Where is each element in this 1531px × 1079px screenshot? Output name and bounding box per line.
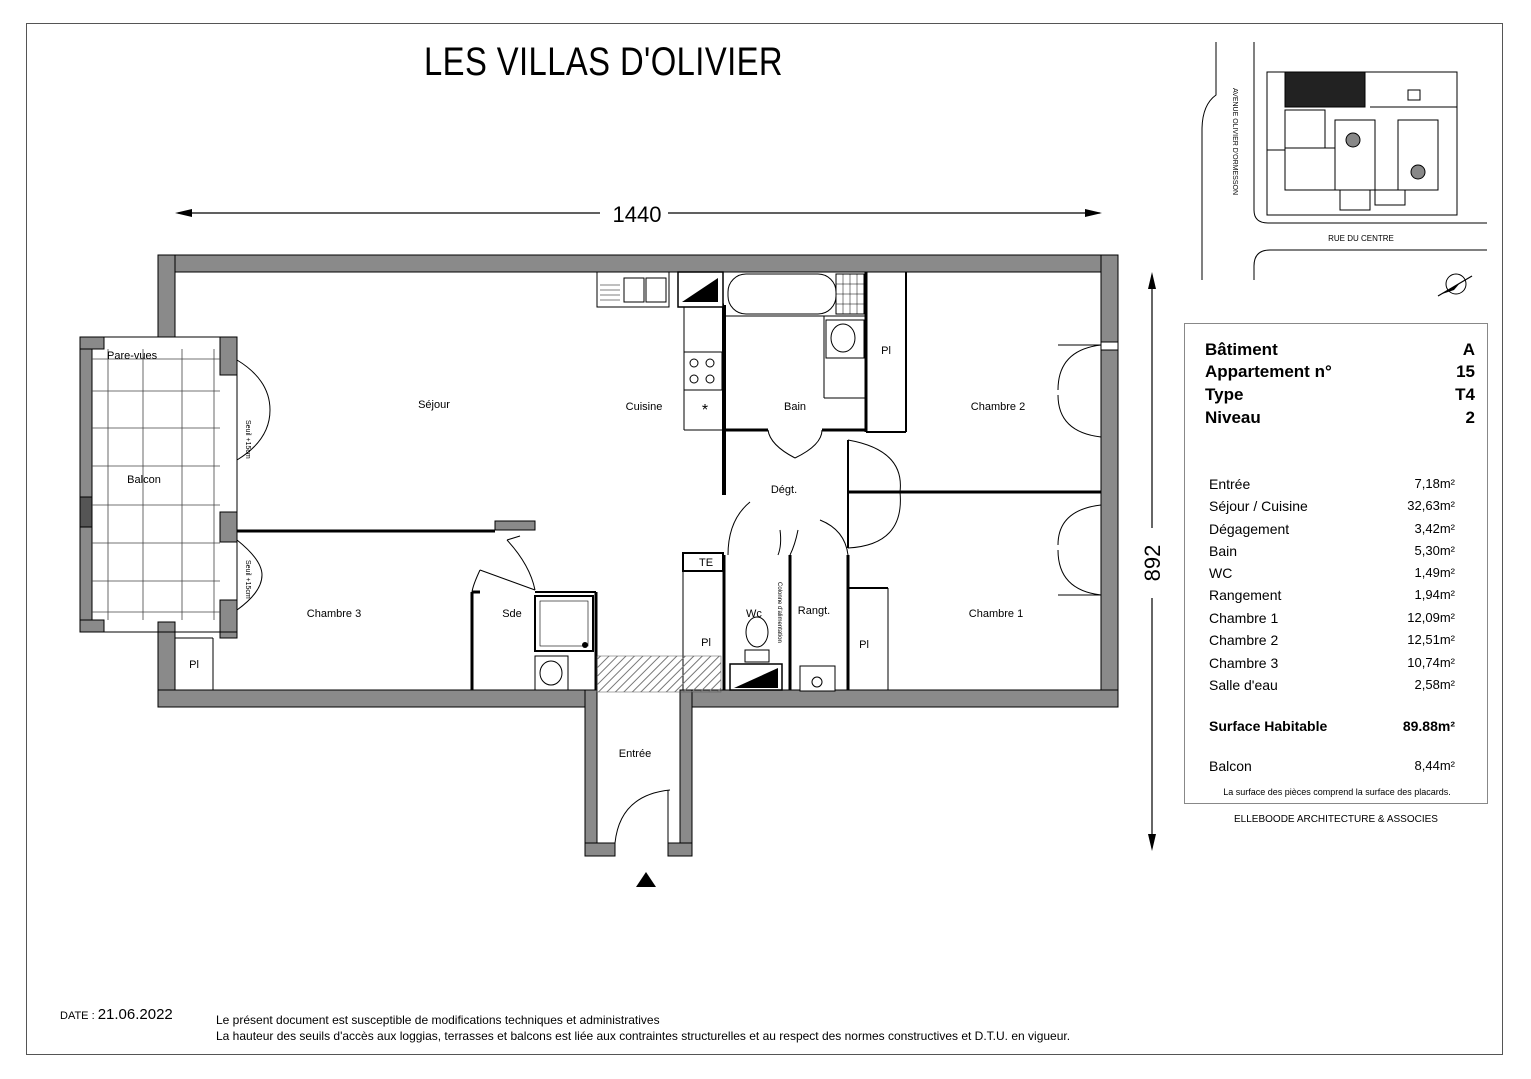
area-row: Salle d'eau 2,58m²: [1209, 677, 1455, 693]
water-heater-icon: [800, 666, 835, 691]
toilet-icon: [730, 617, 782, 690]
sejour-label: Séjour: [418, 399, 450, 411]
batiment-row: Bâtiment A: [1205, 340, 1475, 359]
placard-label: Pl: [189, 659, 199, 671]
entree-label: Entrée: [618, 748, 652, 760]
area-row: Bain 5,30m²: [1209, 543, 1455, 559]
seuil-label: Seuil +15cm: [244, 420, 251, 459]
cuisine-label: Cuisine: [625, 401, 663, 413]
chambre1-label: Chambre 1: [968, 608, 1024, 620]
disclaimer: [216, 1012, 1070, 1044]
area-row: Séjour / Cuisine 32,63m²: [1209, 498, 1455, 514]
surface-habitable-row: Surface Habitable 89.88m²: [1209, 718, 1455, 734]
architect-credit: ELLEBOODE ARCHITECTURE & ASSOCIES: [1234, 814, 1438, 825]
area-row: Dégagement 3,42m²: [1209, 521, 1455, 537]
seuil-label: Seuil +15cm: [244, 560, 251, 599]
rangt-label: Rangt.: [797, 605, 831, 617]
appliance-icon: [678, 272, 723, 307]
niveau-row: Niveau 2: [1205, 408, 1475, 427]
area-row: WC 1,49m²: [1209, 565, 1455, 581]
svg-text:*: *: [701, 402, 709, 419]
balcon-label: Balcon: [127, 474, 161, 486]
te-label: TE: [698, 557, 714, 569]
washbasin-icon: [826, 320, 864, 358]
height-label: 892: [1140, 544, 1165, 582]
placard-label: Pl: [859, 639, 869, 651]
placard-label: Pl: [881, 345, 891, 357]
area-row: Chambre 2 12,51m²: [1209, 632, 1455, 648]
area-row: Rangement 1,94m²: [1209, 587, 1455, 603]
bain-label: Bain: [783, 401, 807, 413]
area-row: Chambre 1 12,09m²: [1209, 610, 1455, 626]
project-title: LES VILLAS D'OLIVIER: [424, 40, 784, 84]
disclaimer-line: Le présent document est susceptible de modifications techniques et administratives: [216, 1013, 660, 1027]
disclaimer-line: La hauteur des seuils d'accès aux loggias, terrasses et balcons est liée aux contraintes structurelles et au respect des normes constructives et D.T.U. en vigueur.: [216, 1029, 1071, 1043]
area-row: Entrée 7,18m²: [1209, 476, 1455, 492]
width-dimension: [175, 202, 1102, 227]
colonne-label: Colonne d'alimentation: [776, 582, 782, 643]
degt-label: Dégt.: [770, 484, 798, 496]
street-horizontal-label: RUE DU CENTRE: [1328, 234, 1394, 243]
pare-vues-label: Pare-vues: [107, 350, 158, 362]
chambre2-label: Chambre 2: [970, 401, 1026, 413]
hatched-passage: [597, 656, 721, 692]
date-value: 21.06.2022: [97, 1006, 173, 1023]
placard-label: Pl: [701, 637, 711, 649]
street-vertical-label: AVENUE OLIVIER D'ORMESSON: [1231, 88, 1238, 196]
doors: [237, 345, 1101, 843]
exterior-walls: [158, 255, 1118, 856]
compass-icon: [1438, 274, 1472, 296]
surface-note: La surface des pièces comprend la surface des placards.: [1223, 787, 1451, 797]
info-panel: [1184, 323, 1488, 804]
balcony: [80, 337, 237, 632]
type-row: Type T4: [1205, 385, 1475, 404]
stove-icon: [684, 352, 722, 419]
date-block: [60, 1006, 173, 1023]
wc-label: Wc: [746, 608, 762, 620]
entrance-arrow-icon: [636, 872, 656, 887]
height-dimension: [1140, 272, 1165, 851]
width-label: 1440: [612, 202, 662, 227]
balcon-area-row: Balcon 8,44m²: [1209, 758, 1455, 774]
area-row: Chambre 3 10,74m²: [1209, 655, 1455, 671]
site-plan: [1202, 42, 1487, 280]
basin-sde-icon: [535, 656, 568, 690]
sde-label: Sde: [502, 608, 522, 620]
sink-icon: [597, 272, 669, 307]
chambre3-label: Chambre 3: [306, 608, 362, 620]
bathtub-icon: [728, 274, 864, 314]
date-label: DATE :: [60, 1010, 95, 1022]
shower-icon: [535, 596, 593, 651]
interior-walls: [175, 272, 1101, 690]
appartement-row: Appartement n° 15: [1205, 362, 1475, 381]
